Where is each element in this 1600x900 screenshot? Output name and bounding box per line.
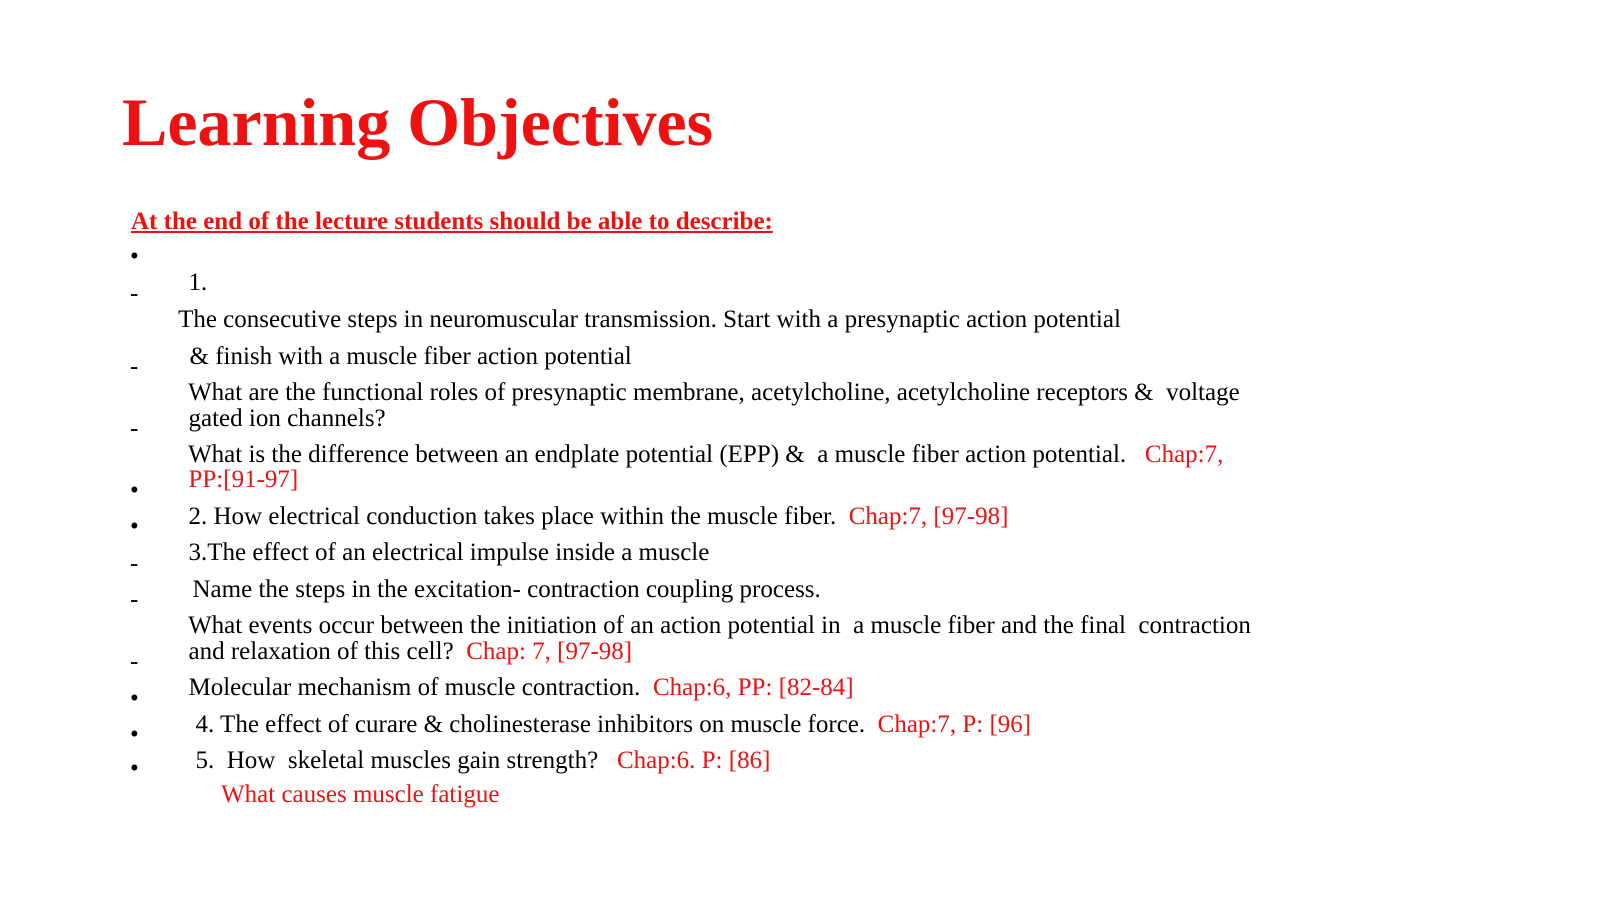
objective-text: What events occur between the initiation of an action potential in a muscle fiber and the final contraction — [188, 612, 1251, 639]
objective-line — [176, 416, 1223, 468]
bullet-marker: • — [130, 685, 139, 712]
chapter-reference: PP:[91-97] — [188, 466, 299, 493]
objective-line — [209, 756, 499, 808]
objective-text: 5. How skeletal muscles gain strength? — [195, 747, 617, 774]
objective-text: and relaxation of this cell? — [188, 638, 467, 665]
intro-heading: At the end of the lecture students should be able to describe: — [131, 208, 773, 235]
objective-text: The consecutive steps in neuromuscular transmission. Start with a presynaptic action potential — [178, 306, 1121, 333]
chapter-reference: Chap: 7, [97-98] — [466, 638, 633, 665]
dash-marker: - — [130, 353, 139, 380]
objective-text: Name the steps in the excitation- contraction coupling process. — [192, 576, 821, 603]
slide-title: Learning Objectives — [122, 84, 714, 160]
dash-marker: - — [130, 415, 139, 442]
objective-text: 2. How electrical conduction takes place within the muscle fiber. — [188, 503, 849, 530]
bullet-marker: • — [130, 755, 139, 782]
bullet-marker: • — [130, 721, 139, 748]
objective-text: 1. — [188, 269, 208, 296]
chapter-reference: Chap:6. P: [86] — [616, 747, 771, 774]
dash-marker: - — [130, 648, 139, 675]
bullet-marker: • — [130, 243, 139, 270]
objective-text: Molecular mechanism of muscle contraction. — [188, 674, 653, 701]
objective-text: What are the functional roles of presynaptic membrane, acetylcholine, acetylcholine receptors & voltage — [188, 379, 1240, 406]
dash-marker: - — [130, 280, 139, 307]
chapter-reference: What causes muscle fatigue — [221, 781, 500, 808]
objective-text: 4. The effect of curare & cholinesterase inhibitors on muscle force. — [195, 711, 878, 738]
chapter-reference: Chap:7, P: [96] — [877, 711, 1032, 738]
dash-marker: - — [130, 586, 139, 613]
chapter-reference: Chap:6, PP: [82-84] — [652, 674, 854, 701]
objective-text: 3.The effect of an electrical impulse inside a muscle — [188, 539, 710, 566]
bullet-marker: • — [130, 513, 139, 540]
objective-text: What is the difference between an endplate potential (EPP) & a muscle fiber action potential. — [188, 441, 1145, 468]
objective-text: & finish with a muscle fiber action potential — [189, 343, 632, 370]
chapter-reference: Chap:7, [97-98] — [848, 503, 1009, 530]
bullet-marker: • — [130, 477, 139, 504]
dash-marker: - — [130, 550, 139, 577]
chapter-reference: Chap:7, — [1144, 441, 1224, 468]
objective-text: gated ion channels? — [188, 405, 386, 432]
